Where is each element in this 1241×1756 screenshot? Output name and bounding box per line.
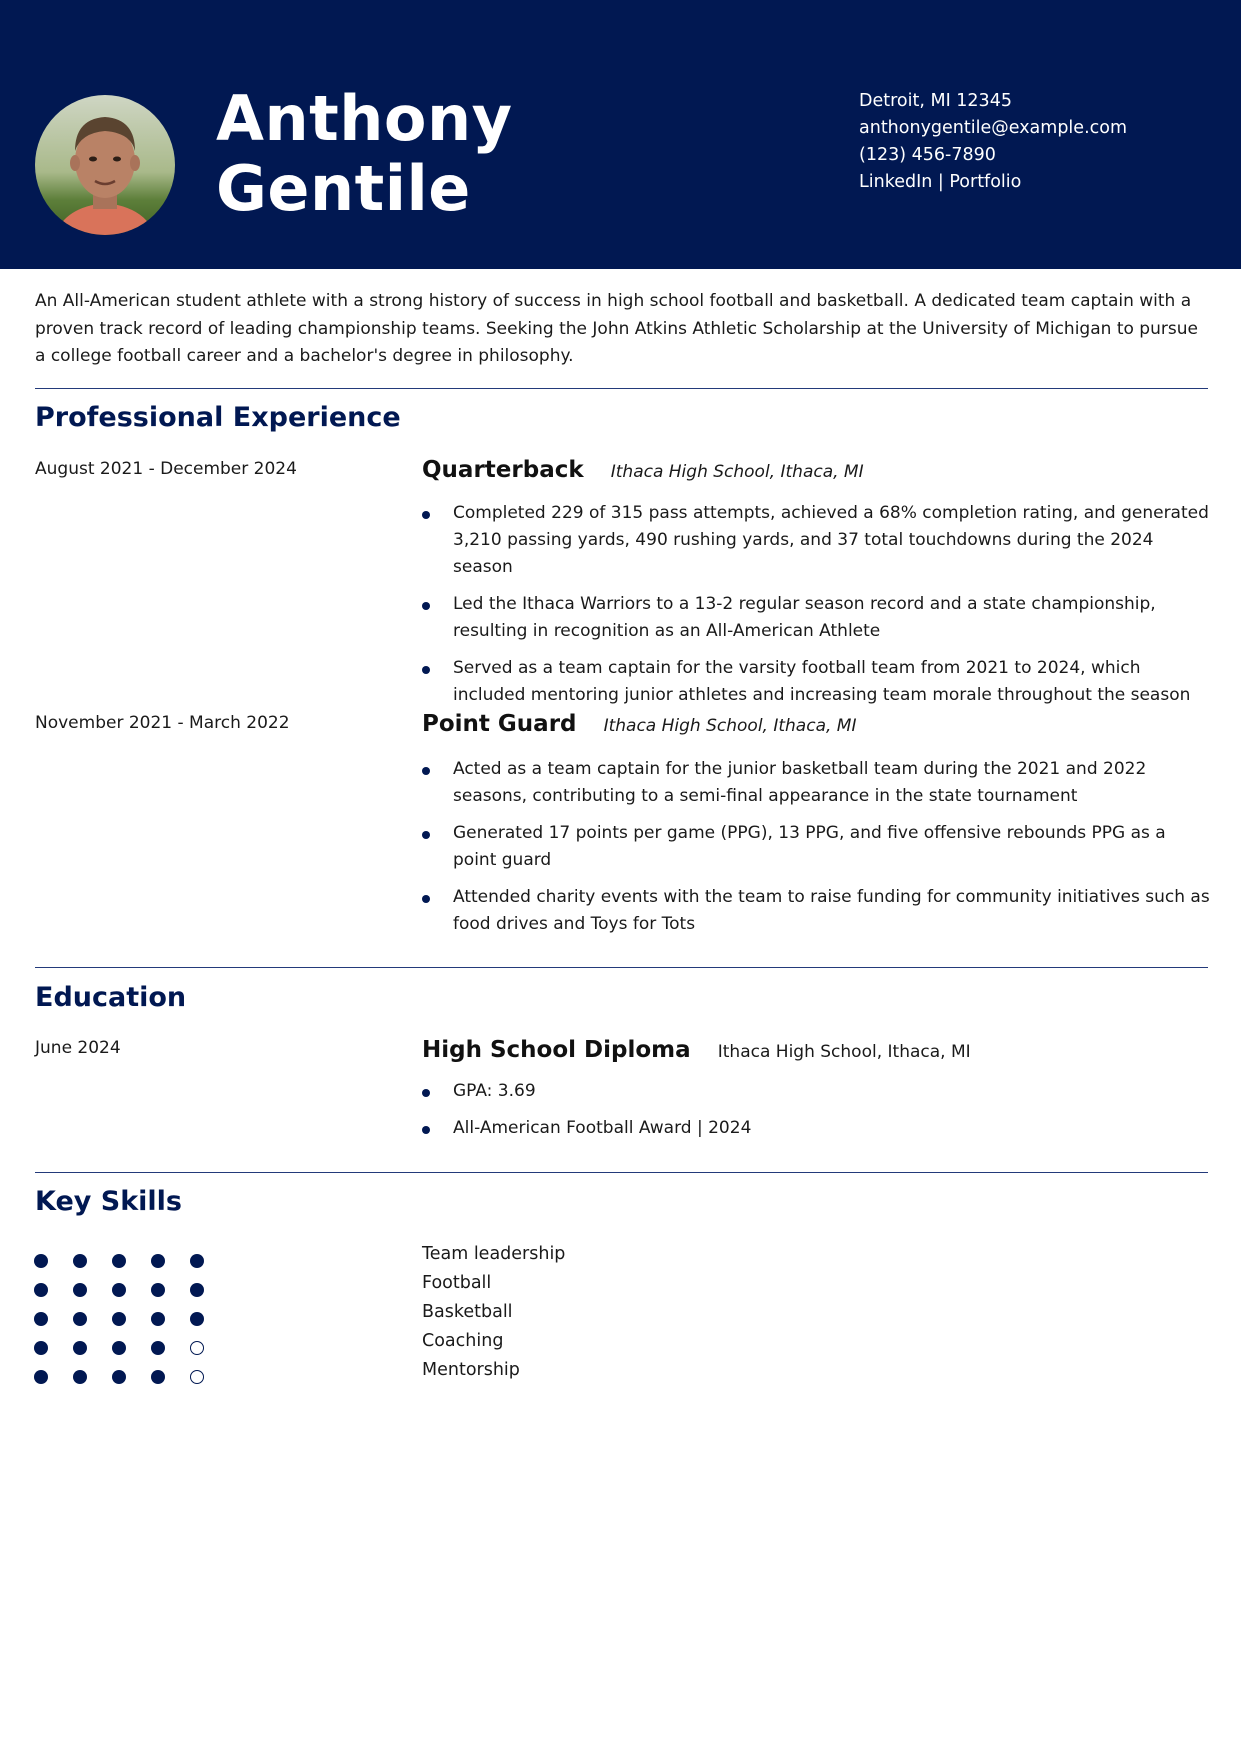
section-divider xyxy=(35,388,1208,389)
job-title: Point Guard xyxy=(422,711,577,737)
rating-dot-filled xyxy=(112,1312,126,1326)
skill-name: Football xyxy=(422,1273,492,1293)
profile-photo xyxy=(35,95,175,235)
skill-name: Team leadership xyxy=(422,1244,566,1264)
rating-dot-filled xyxy=(112,1341,126,1355)
skill-ratings xyxy=(34,1246,229,1391)
contact-phone: (123) 456-7890 xyxy=(859,145,996,165)
list-item: Attended charity events with the team to raise funding for community initiatives such as food drives and Toys for Tots xyxy=(422,884,1212,938)
rating-dot-filled xyxy=(34,1370,48,1384)
rating-dot-empty xyxy=(190,1341,204,1355)
candidate-name xyxy=(216,84,513,224)
skill-rating-row xyxy=(34,1362,229,1391)
skill-rating-row xyxy=(34,1333,229,1362)
job-dates: November 2021 - March 2022 xyxy=(35,713,290,733)
skill-rating-row xyxy=(34,1246,229,1275)
name-last: Gentile xyxy=(216,152,471,225)
education-bullets xyxy=(422,1078,1212,1152)
education-header xyxy=(422,1037,971,1063)
rating-dot-filled xyxy=(151,1370,165,1384)
profile-photo-image xyxy=(35,95,175,235)
rating-dot-filled xyxy=(112,1254,126,1268)
list-item: Completed 229 of 315 pass attempts, achieved a 68% completion rating, and generated 3,210 passing yards, 490 rushing yards, and 37 total touchdowns during the 2024 season xyxy=(422,500,1212,581)
skill-name: Basketball xyxy=(422,1302,513,1322)
job-dates: August 2021 - December 2024 xyxy=(35,459,297,479)
contact-email[interactable]: anthonygentile@example.com xyxy=(859,118,1128,138)
skill-names xyxy=(422,1240,565,1385)
school-name: Ithaca High School, Ithaca, MI xyxy=(717,1042,971,1062)
rating-dot-filled xyxy=(73,1254,87,1268)
skill-rating-row xyxy=(34,1304,229,1333)
section-divider xyxy=(35,1172,1208,1173)
contact-location: Detroit, MI 12345 xyxy=(859,91,1012,111)
section-divider xyxy=(35,967,1208,968)
rating-dot-filled xyxy=(151,1283,165,1297)
rating-dot-filled xyxy=(34,1254,48,1268)
rating-dot-filled xyxy=(34,1283,48,1297)
job-organization: Ithaca High School, Ithaca, MI xyxy=(603,716,857,736)
experience-section-title: Professional Experience xyxy=(35,402,401,433)
rating-dot-filled xyxy=(151,1312,165,1326)
rating-dot-filled xyxy=(34,1341,48,1355)
job-title: Quarterback xyxy=(422,457,584,483)
list-item: Acted as a team captain for the junior basketball team during the 2021 and 2022 seasons, contributing to a semi-final appearance in the state tournament xyxy=(422,756,1212,810)
rating-dot-filled xyxy=(151,1341,165,1355)
job-organization: Ithaca High School, Ithaca, MI xyxy=(610,462,864,482)
skill-name: Coaching xyxy=(422,1331,504,1351)
rating-dot-filled xyxy=(190,1312,204,1326)
list-item: Led the Ithaca Warriors to a 13-2 regular season record and a state championship, resulting in recognition as an All-American Athlete xyxy=(422,591,1212,645)
rating-dot-filled xyxy=(190,1254,204,1268)
list-item: Generated 17 points per game (PPG), 13 PPG, and five offensive rebounds PPG as a point guard xyxy=(422,820,1212,874)
education-date: June 2024 xyxy=(35,1038,121,1058)
rating-dot-filled xyxy=(73,1341,87,1355)
degree-title: High School Diploma xyxy=(422,1037,691,1063)
job-bullets xyxy=(422,500,1212,719)
summary-paragraph: An All-American student athlete with a strong history of success in high school football and basketball. A dedicated team captain with a proven track record of leading championship teams. Seeking the John Atkins Athletic Scholarship at the University of Michigan to pursue a college football career and a bachelor's degree in philosophy. xyxy=(35,291,1198,366)
rating-dot-filled xyxy=(73,1370,87,1384)
rating-dot-filled xyxy=(190,1283,204,1297)
header-banner xyxy=(0,0,1241,269)
rating-dot-filled xyxy=(112,1370,126,1384)
list-item: GPA: 3.69 xyxy=(422,1078,1212,1105)
name-first: Anthony xyxy=(216,82,513,155)
rating-dot-filled xyxy=(151,1254,165,1268)
education-section-title: Education xyxy=(35,982,187,1013)
contact-links[interactable]: LinkedIn | Portfolio xyxy=(859,172,1022,192)
rating-dot-filled xyxy=(112,1283,126,1297)
rating-dot-empty xyxy=(190,1370,204,1384)
skill-name: Mentorship xyxy=(422,1360,520,1380)
job-bullets xyxy=(422,756,1212,948)
list-item: All-American Football Award | 2024 xyxy=(422,1115,1212,1142)
rating-dot-filled xyxy=(73,1283,87,1297)
rating-dot-filled xyxy=(34,1312,48,1326)
skills-section-title: Key Skills xyxy=(35,1186,182,1217)
job-header xyxy=(422,711,856,737)
skill-rating-row xyxy=(34,1275,229,1304)
job-header xyxy=(422,457,864,483)
rating-dot-filled xyxy=(73,1312,87,1326)
list-item: Served as a team captain for the varsity football team from 2021 to 2024, which included mentoring junior athletes and increasing team morale throughout the season xyxy=(422,655,1212,709)
contact-info xyxy=(859,88,1127,196)
